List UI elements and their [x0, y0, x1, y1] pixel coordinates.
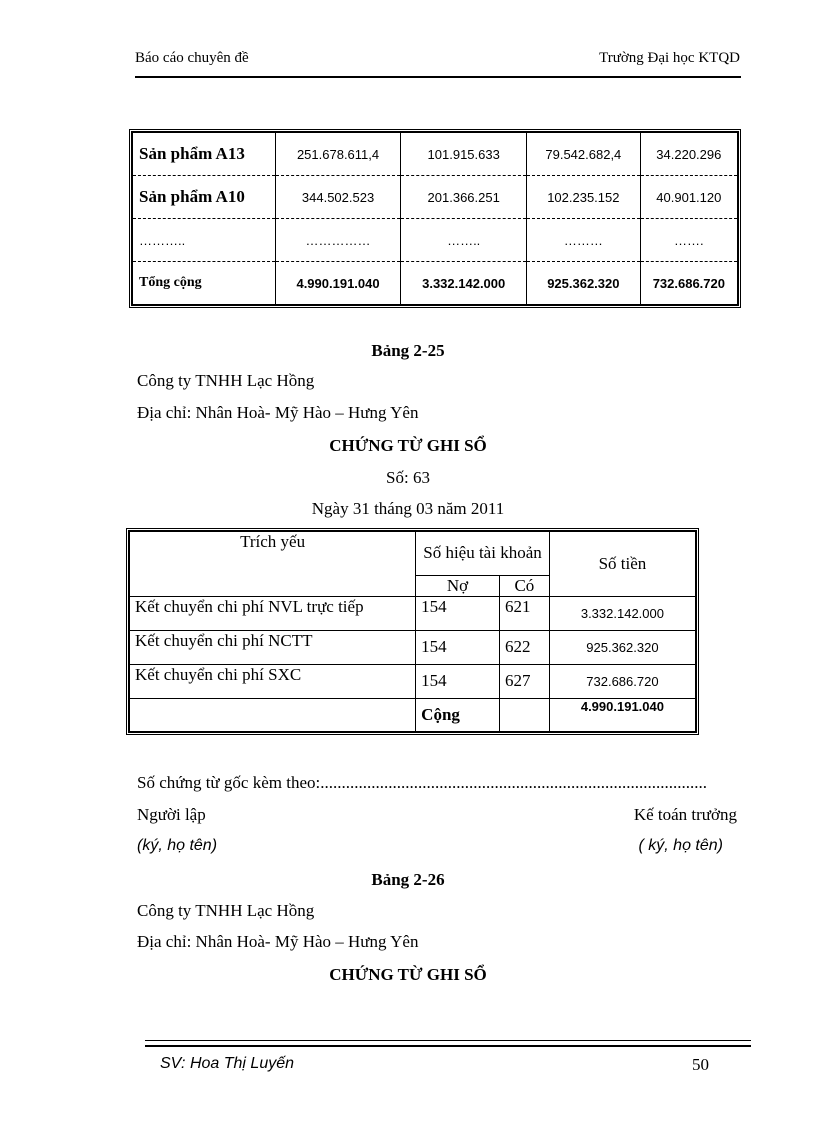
- table-cell: …….: [640, 219, 738, 262]
- table-cell: 344.502.523: [275, 176, 401, 219]
- table-row: [129, 630, 696, 664]
- row-credit: 621: [499, 596, 549, 630]
- row-credit: 622: [499, 630, 549, 664]
- table-cell: 201.366.251: [401, 176, 527, 219]
- chief-accountant-label: Kế toán trưởng: [633, 805, 737, 824]
- table-cell: ………..: [132, 219, 275, 262]
- col-header-credit: Có: [499, 575, 549, 596]
- row-credit: 627: [499, 664, 549, 698]
- table-total-row: [132, 262, 738, 306]
- total-amount: 4.990.191.040: [549, 698, 696, 732]
- table-row: [129, 596, 696, 630]
- row-amount: 3.332.142.000: [549, 596, 696, 630]
- table-cell: 79.542.682,4: [527, 132, 641, 176]
- row-desc: Kết chuyển chi phí NVL trực tiếp: [129, 596, 416, 630]
- company-name: Công ty TNHH Lạc Hồng: [137, 901, 315, 920]
- voucher-number: Số: 63: [386, 468, 430, 487]
- row-desc: Kết chuyển chi phí NCTT: [129, 630, 416, 664]
- footer-student: SV: Hoa Thị Luyến: [160, 1055, 295, 1072]
- table-cell: 251.678.611,4: [275, 132, 401, 176]
- header-divider: [135, 76, 741, 78]
- footer-divider: [145, 1040, 751, 1041]
- table-cell: 3.332.142.000: [401, 262, 527, 306]
- total-label: Cộng: [416, 698, 500, 732]
- preparer-label: Người lập: [137, 805, 206, 824]
- company-address: Địa chỉ: Nhân Hoà- Mỹ Hào – Hưng Yên: [137, 403, 419, 422]
- row-desc: Kết chuyển chi phí SXC: [129, 664, 416, 698]
- row-debit: 154: [416, 630, 500, 664]
- empty-cell: [129, 698, 416, 732]
- table-row: [132, 176, 738, 219]
- table-cell: Sản phẩm A13: [132, 132, 275, 176]
- table-label: Bảng 2-26: [371, 870, 445, 889]
- table-cell: 34.220.296: [640, 132, 738, 176]
- page-number: 50: [692, 1055, 709, 1074]
- preparer-note: (ký, họ tên): [137, 837, 218, 854]
- footer-divider: [145, 1045, 751, 1047]
- row-amount: 925.362.320: [549, 630, 696, 664]
- voucher-title: CHỨNG TỪ GHI SỔ: [329, 436, 487, 455]
- company-name: Công ty TNHH Lạc Hồng: [137, 371, 315, 390]
- col-header-account: Số hiệu tài khoản: [416, 531, 550, 575]
- chief-accountant-note: ( ký, họ tên): [638, 837, 723, 854]
- table-row: [129, 664, 696, 698]
- col-header-summary: Trích yếu: [129, 531, 416, 596]
- table-row: [132, 132, 738, 176]
- header-left: Báo cáo chuyên đề: [135, 50, 249, 66]
- row-amount: 732.686.720: [549, 664, 696, 698]
- header-right: Trường Đại học KTQD: [599, 50, 740, 66]
- table-cell: 925.362.320: [527, 262, 641, 306]
- row-debit: 154: [416, 664, 500, 698]
- table-cell: 4.990.191.040: [275, 262, 401, 306]
- table-cell: 732.686.720: [640, 262, 738, 306]
- table-cell: 102.235.152: [527, 176, 641, 219]
- table-cell: 40.901.120: [640, 176, 738, 219]
- product-cost-table: [131, 131, 739, 306]
- table-label: Bảng 2-25: [371, 341, 445, 360]
- voucher-date: Ngày 31 tháng 03 năm 2011: [311, 499, 505, 518]
- table-row: [132, 219, 738, 262]
- row-debit: 154: [416, 596, 500, 630]
- table-cell: ……………: [275, 219, 401, 262]
- col-header-amount: Số tiền: [549, 531, 696, 596]
- table-cell: Sản phẩm A10: [132, 176, 275, 219]
- table-cell: ………: [527, 219, 641, 262]
- company-address: Địa chỉ: Nhân Hoà- Mỹ Hào – Hưng Yên: [137, 932, 419, 951]
- empty-cell: [499, 698, 549, 732]
- table-cell: Tổng cộng: [132, 262, 275, 306]
- table-cell: 101.915.633: [401, 132, 527, 176]
- attached-documents: Số chứng từ gốc kèm theo:...........................................................................................: [137, 773, 707, 792]
- voucher-title: CHỨNG TỪ GHI SỔ: [329, 965, 487, 984]
- col-header-debit: Nợ: [416, 575, 500, 596]
- table-total-row: [129, 698, 696, 732]
- table-cell: ……..: [401, 219, 527, 262]
- voucher-table: [128, 530, 697, 733]
